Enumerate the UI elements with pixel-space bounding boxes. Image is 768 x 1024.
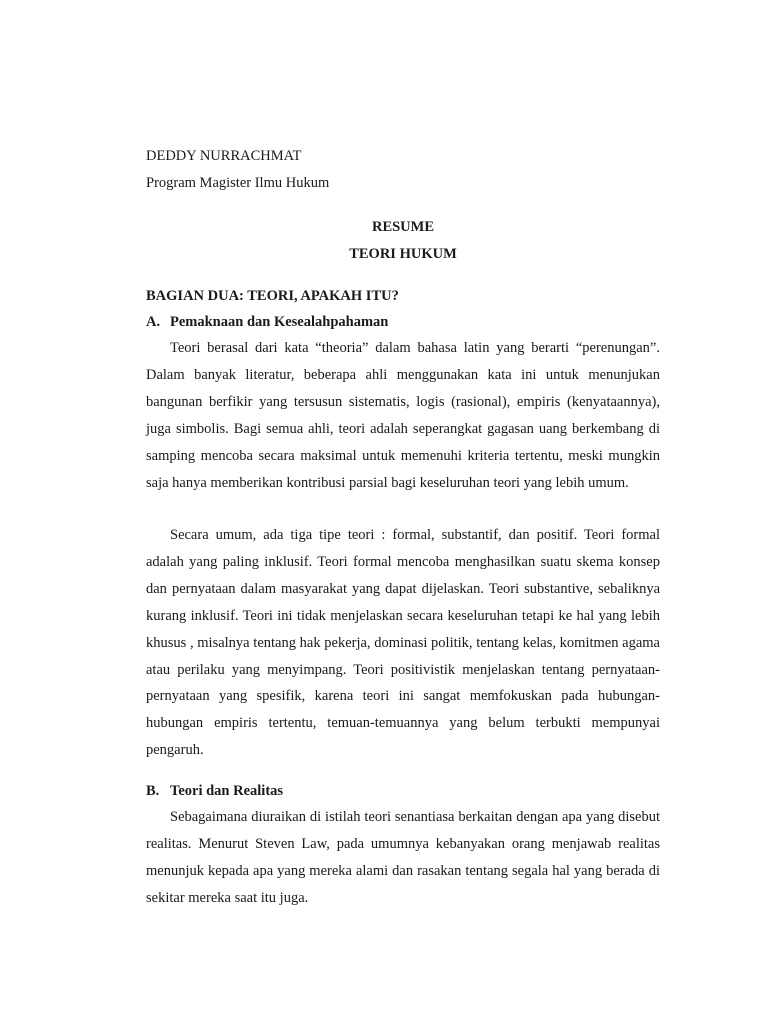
author-name: DEDDY NURRACHMAT: [146, 148, 302, 164]
paragraph-a-1: Teori berasal dari kata “theoria” dalam bahasa latin yang berarti “perenungan”. Dalam banyak literatur, beberapa ahli menggunakan kata ini untuk menunjukan bangunan berfikir yang tersusun sistematis, logis (rasional), empiris (kenyataannya), juga simbolis. Bagi semua ahli, teori adalah seperangkat gagasan uang berkembang di samping mencoba secara maksimal untuk memenuhi kriteria tertentu, meski mungkin saja hanya memberikan kontribusi parsial bagi keseluruhan teori yang lebih umum.: [146, 340, 660, 491]
section-title: Pemaknaan dan Kesealahpahaman: [170, 314, 389, 330]
document-page: [146, 0, 660, 1024]
section-title: Teori dan Realitas: [170, 783, 284, 799]
program-name: Program Magister Ilmu Hukum: [146, 175, 330, 191]
title-line-resume: RESUME: [371, 219, 435, 235]
section-letter: B.: [146, 783, 160, 799]
document-title: [146, 214, 660, 268]
title-line-subject: TEORI HUKUM: [349, 246, 457, 262]
section-letter: A.: [146, 314, 161, 330]
section-b-heading: [146, 780, 283, 802]
paragraph-a-2: Secara umum, ada tiga tipe teori : formal, substantif, dan positif. Teori formal adalah yang paling inklusif. Teori formal mencoba menghasilkan suatu skema konsep dan pernyataan dalam masyarakat yang dapat dijelaskan. Teori substantive, sebaliknya kurang inklusif. Teori ini tidak menjelaskan secara keseluruhan tetapi ke hal yang lebih khusus , misalnya tentang hak pekerja, dominasi politik, tentang kelas, komitmen agama atau perilaku yang menyimpang. Teori positivistik menjelaskan tentang pernyataan-pernyataan yang spesifik, karena teori ini sangat memfokuskan pada hubungan-hubungan empiris tertentu, temuan-temuannya yang belum terbukti mempunyai pengaruh.: [146, 527, 660, 759]
section-a-heading: [146, 311, 388, 333]
paragraph-b-1: Sebagaimana diuraikan di istilah teori senantiasa berkaitan dengan apa yang disebut realitas. Menurut Steven Law, pada umumnya kebanyakan orang menjawab realitas menunjuk kepada apa yang mereka alami dan rasakan tentang segala hal yang berada di sekitar mereka saat itu juga.: [146, 809, 660, 906]
part-heading: BAGIAN DUA: TEORI, APAKAH ITU?: [146, 288, 399, 304]
